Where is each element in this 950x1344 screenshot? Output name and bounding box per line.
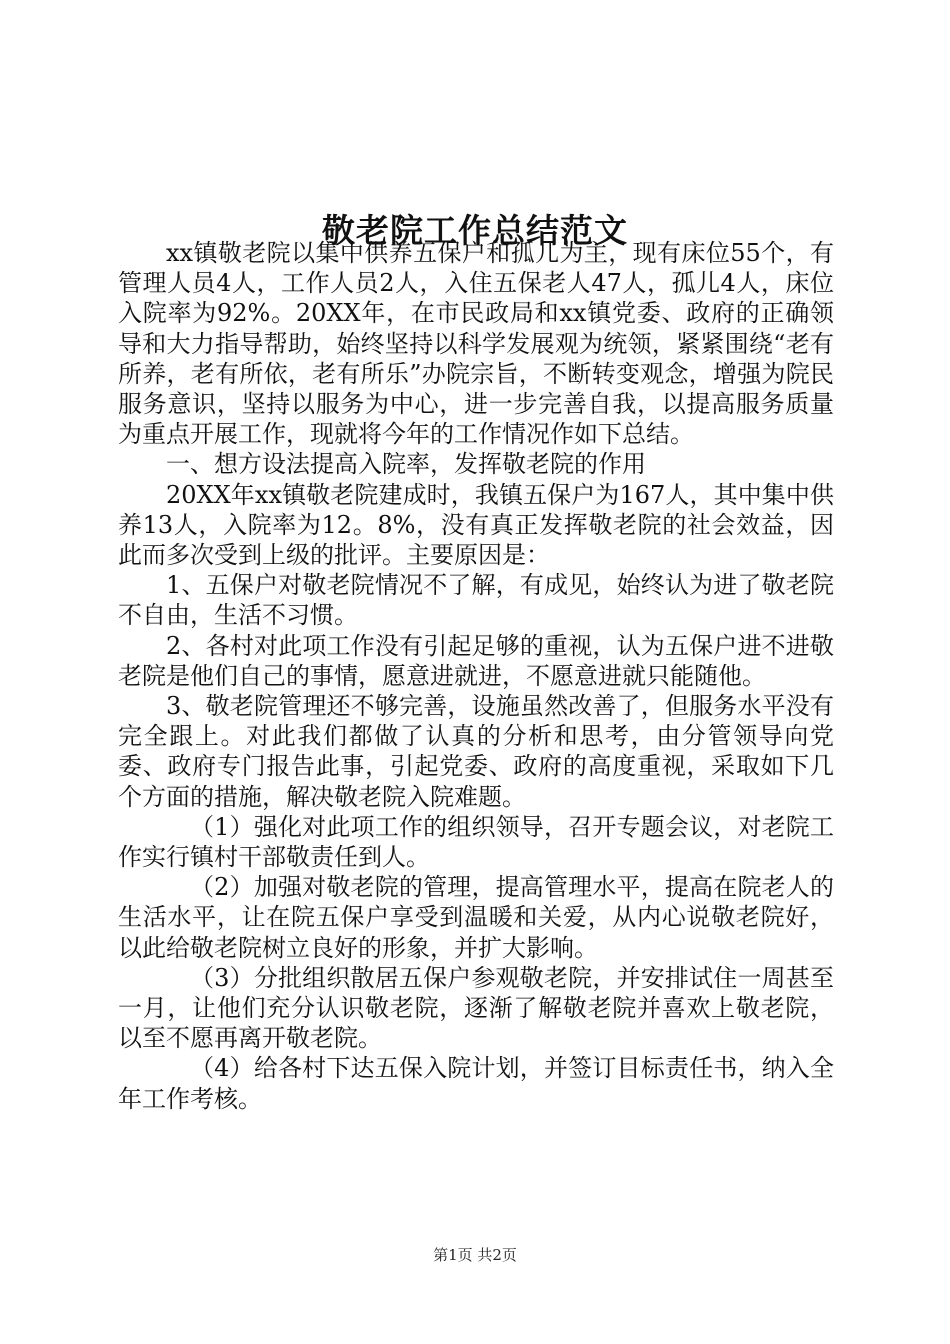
measure-item-3: （3）分批组织散居五保户参观敬老院，并安排试住一周甚至一月，让他们充分认识敬老院，逐渐了解敬老院并喜欢上敬老院，以至不愿再离开敬老院。 xyxy=(118,963,834,1053)
reason-item-1: 1、五保户对敬老院情况不了解，有成见，始终认为进了敬老院不自由，生活不习惯。 xyxy=(118,571,834,630)
document-title: 敬老院工作总结范文 xyxy=(322,211,628,251)
background-paragraph: 20XX年xx镇敬老院建成时，我镇五保户为167人，其中集中供养13人，入院率为12。8%，没有真正发挥敬老院的社会效益，因此而多次受到上级的批评。主要原因是： xyxy=(118,480,834,570)
document-body xyxy=(118,238,834,1114)
reason-item-2: 2、各村对此项工作没有引起足够的重视，认为五保户进不进敬老院是他们自己的事情，愿意进就进，不愿意进就只能随他。 xyxy=(118,631,834,690)
measure-item-1: （1）强化对此项工作的组织领导，召开专题会议，对老院工作实行镇村干部敬责任到人。 xyxy=(118,812,834,872)
reason-item-3: 3、敬老院管理还不够完善，设施虽然改善了，但服务水平没有完全跟上。对此我们都做了认真的分析和思考，由分管领导向党委、政府专门报告此事，引起党委、政府的高度重视，采取如下几个方面的措施，解决敬老院入院难题。 xyxy=(118,692,834,811)
measure-item-2: （2）加强对敬老院的管理，提高管理水平，提高在院老人的生活水平，让在院五保户享受到温暖和关爱，从内心说敬老院好，以此给敬老院树立良好的形象，并扩大影响。 xyxy=(118,873,834,962)
page-number-footer: 第1页 共2页 xyxy=(433,1246,517,1264)
section-heading: 一、想方设法提高入院率，发挥敬老院的作用 xyxy=(166,450,646,479)
intro-paragraph: xx镇敬老院以集中供养五保户和孤儿为主，现有床位55个，有管理人员4人，工作人员2人，入住五保老人47人，孤儿4人，床位入院率为92%。20XX年，在市民政局和xx镇党委、政府的正确领导和大力指导帮助，始终坚持以科学发展观为统领，紧紧围绕“老有所养，老有所依，老有所乐”办院宗旨，不断转变观念，增强为院民服务意识，坚持以服务为中心，进一步完善自我，以提高服务质量为重点开展工作，现就将今年的工作情况作如下总结。 xyxy=(118,239,834,449)
measure-item-4: （4）给各村下达五保入院计划，并签订目标责任书，纳入全年工作考核。 xyxy=(118,1054,834,1113)
